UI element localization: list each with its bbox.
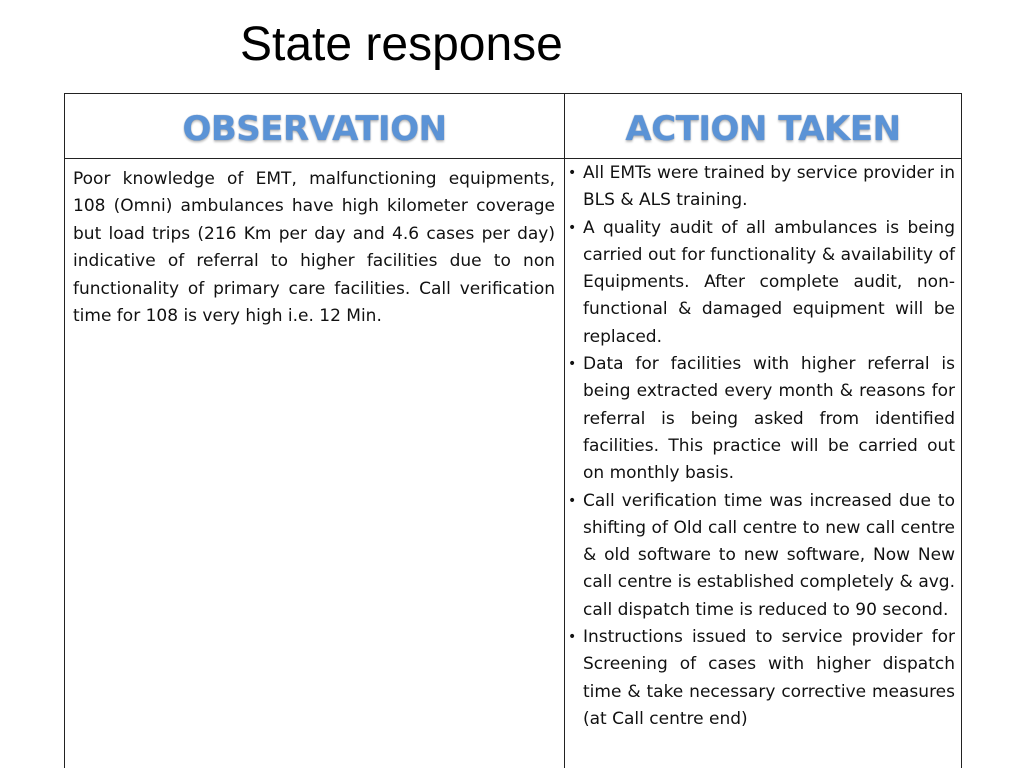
action-item	[568, 624, 955, 733]
action-item	[568, 351, 955, 487]
bullet-icon: •	[568, 165, 577, 181]
observation-text: Poor knowledge of EMT, malfunctioning equipments, 108 (Omni) ambulances have high kilometer coverage but load trips (216 Km per day and 4.6 cases per day) indicative of referral to higher facilities due to non functionality of primary care facilities. Call verification time for 108 is very high i.e. 12 Min.	[73, 169, 555, 327]
bullet-icon: •	[568, 492, 577, 509]
action-item	[568, 160, 955, 215]
action-item-text: Call verification time was increased due to shifting of Old call centre to new call centre & old software to new software, Now New call centre is established completely & avg. call dispatch time is reduced to 90 second.	[583, 490, 955, 620]
action-item	[568, 215, 955, 351]
slide-title: State response	[240, 18, 563, 71]
action-item	[568, 488, 955, 624]
action-item-text: Instructions issued to service provider for Screening of cases with higher dispatch time & take necessary corrective measures (at Call centre end)	[583, 627, 955, 729]
bullet-icon: •	[568, 356, 577, 373]
bullet-icon: •	[568, 629, 577, 646]
observation-header: OBSERVATION	[182, 109, 447, 149]
response-table	[64, 93, 962, 768]
action-item-text: All EMTs were trained by service provider in BLS & ALS training.	[583, 163, 955, 211]
bullet-icon: •	[568, 219, 577, 236]
action-taken-header: ACTION TAKEN	[625, 109, 901, 149]
action-item-text: Data for facilities with higher referral is being extracted every month & reasons for referral is being asked from identified facilities. This practice will be carried out on monthly basis.	[583, 354, 955, 484]
action-item-text: A quality audit of all ambulances is being carried out for functionality & availability of Equipments. After complete audit, non-functional & damaged equipment will be replaced.	[583, 217, 955, 347]
action-taken-list	[568, 160, 955, 733]
column-divider	[564, 94, 565, 768]
header-divider	[65, 158, 961, 159]
